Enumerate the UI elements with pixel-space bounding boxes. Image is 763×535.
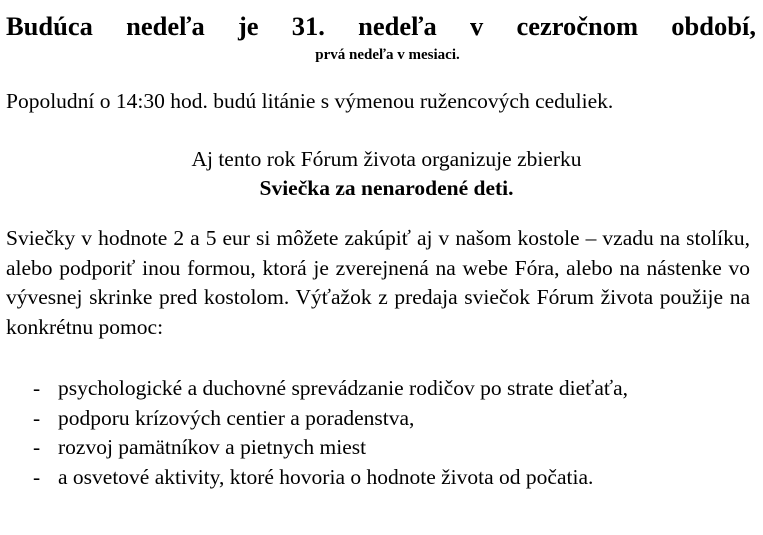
page-title: Budúca nedeľa je 31. nedeľa v cezročnom období, (6, 11, 756, 41)
page-subtitle: prvá nedeľa v mesiaci. (315, 47, 460, 63)
list-item (0, 463, 763, 493)
list-bullet: - (33, 464, 41, 489)
list-item-text: rozvoj pamätníkov a pietnych miest (58, 435, 367, 459)
candle-purchase-paragraph: Sviečky v hodnote 2 a 5 eur si môžete zakúpiť aj v našom kostole – vzadu na stolíku, alebo podporiť inou formou, ktorá je zverejnená na webe Fóra, alebo na nástenke vo vývesnej skrinke pred kostolom. Výťažok z predaja sviečok Fórum života použije na konkrétnu pomoc: (6, 226, 750, 339)
list-bullet: - (33, 405, 41, 430)
list-item (0, 433, 763, 463)
list-bullet: - (33, 376, 41, 400)
list-item (0, 404, 763, 434)
afternoon-announcement: Popoludní o 14:30 hod. budú litánie s výmenou ružencových ceduliek. (6, 89, 614, 113)
list-item-text: podporu krízových centier a poradenstva, (58, 405, 415, 430)
list-item (0, 374, 763, 404)
help-list (0, 374, 763, 492)
list-item-text: a osvetové aktivity, ktoré hovoria o hodnote života od počatia. (58, 464, 594, 489)
collection-intro: Aj tento rok Fórum života organizuje zbierku (191, 147, 582, 171)
list-item-text: psychologické a duchovné sprevádzanie rodičov po strate dieťaťa, (58, 376, 628, 400)
campaign-title: Sviečka za nenarodené deti. (259, 176, 514, 200)
list-bullet: - (33, 435, 41, 459)
